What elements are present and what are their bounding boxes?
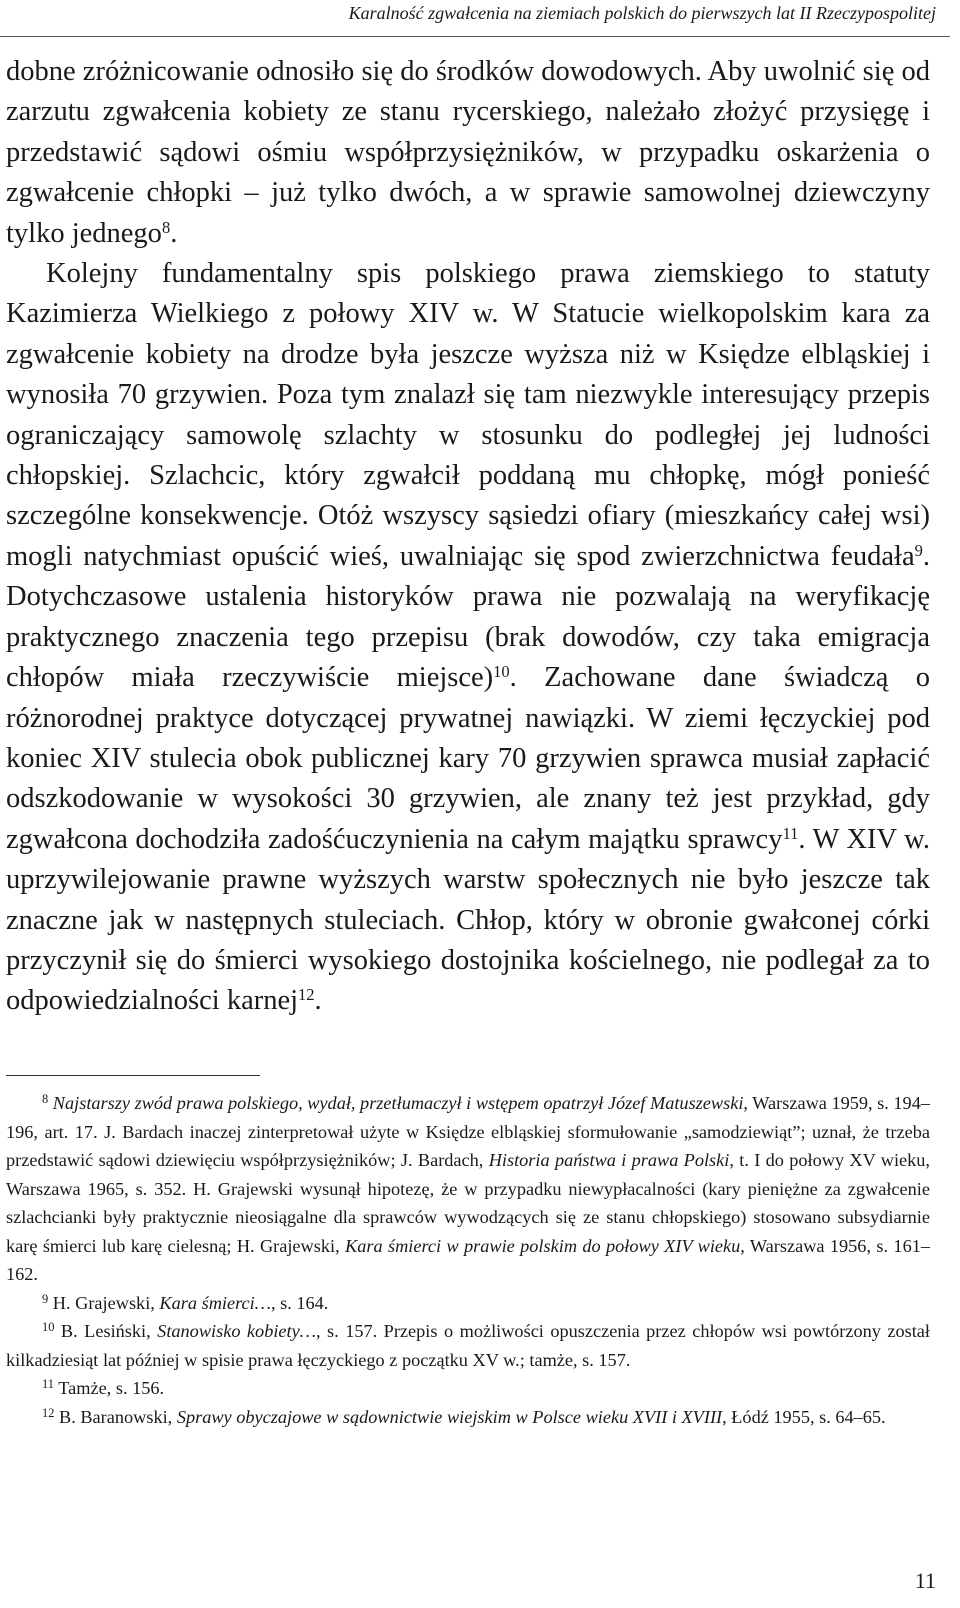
footnote-9-title: Kara śmierci… (159, 1292, 271, 1313)
footnote-ref-8[interactable]: 8 (161, 217, 171, 237)
footnote-12-text-1: B. Baranowski, (59, 1406, 177, 1427)
footnote-8-text-3: , Warszawa 1956, s. 161–162. (6, 1235, 930, 1284)
footnote-9-text-2: , s. 164. (270, 1292, 329, 1313)
footnote-12-title: Sprawy obyczajowe w sądownictwie wiejskim w Polsce wieku XVII i XVIII (176, 1406, 723, 1427)
paragraph-2-text-5: . (314, 985, 322, 1017)
footnote-10 (6, 1317, 930, 1374)
header-rule (0, 36, 950, 37)
footnote-11 (6, 1374, 930, 1403)
footnote-9 (6, 1289, 930, 1318)
footnote-8-title-3: Kara śmierci w prawie polskim do połowy XIV wieku (345, 1235, 741, 1256)
footnote-rule (6, 1075, 260, 1076)
footnote-12 (6, 1403, 930, 1432)
page-number: 11 (914, 1568, 936, 1593)
footnote-number-8: 8 (42, 1091, 49, 1106)
footnote-10-text-2: , s. 157. Przepis o możliwości opuszczenia przez chłopów wsi powtórzony został kilkadziesiąt lat później w spisie prawa łęczyckiego z początku XV w.; tamże, s. 157. (6, 1321, 930, 1370)
footnote-number-10: 10 (42, 1319, 55, 1334)
running-header: Karalność zgwałcenia na ziemiach polskich do pierwszych lat II Rzeczypospolitej (348, 3, 936, 23)
footnote-8-text-1: , Warszawa 1959, s. 194–196, art. 17. J. Bardach inaczej zinterpretował użyte w Księdze elbląskiej sformułowanie „samodziewiąt”; uznał, że trzeba przedstawić sądowi dziewięciu współprzysiężników; J. Bardach, (6, 1093, 930, 1170)
footnote-ref-9[interactable]: 9 (914, 540, 923, 560)
footnote-number-12: 12 (42, 1405, 55, 1420)
footnote-10-title: Stanowisko kobiety… (157, 1321, 316, 1341)
footnote-10-text-1: B. Lesiński, (60, 1321, 158, 1341)
footnote-ref-12[interactable]: 12 (298, 985, 315, 1005)
footnote-9-text-1: H. Grajewski, (52, 1292, 160, 1313)
paragraph-1-text: dobne zróżnicowanie odnosiło się do środków dowodowych. Aby uwolnić się od zarzutu zgwałcenia kobiety ze stanu rycerskiego, należało złożyć przysięgę i przedstawić sądowi ośmiu współprzysiężników, w przypadku oskarżenia o zgwałcenie chłopki – już tylko dwóch, a w sprawie samowolnej dziewczyny tylko jednego (6, 56, 930, 249)
footnote-8-text-2: , t. I do połowy XV wieku, Warszawa 1965, s. 352. H. Grajewski wysunął hipotezę, że w przypadku niewypłacalności (kary pieniężne za zgwałcenie szlachcianki były praktycznie nieosiągalne dla sprawców wywodzących się ze stanu chłopskiego) stosowano subsydiarnie karę śmierci lub karę cielesną; H. Grajewski, (6, 1150, 930, 1256)
paragraph-1-end: . (170, 217, 178, 249)
paragraph-2-text-2: . Dotychczasowe ustalenia historyków prawa nie pozwalają na weryfikację praktycznego znaczenia tego przepisu (brak dowodów, czy taka emigracja chłopów miała rzeczywiście miejsce) (6, 540, 930, 694)
footnote-8-title-2: Historia państwa i prawa Polski (488, 1150, 730, 1170)
footnote-ref-10[interactable]: 10 (493, 662, 510, 682)
paragraph-2 (6, 254, 930, 1022)
footnote-number-9: 9 (42, 1291, 49, 1306)
footnote-11-text: Tamże, s. 156. (58, 1378, 165, 1398)
footnote-8-title-1: Najstarszy zwód prawa polskiego, wydał, przetłumaczył i wstępem opatrzył Józef Matuszewski (52, 1093, 744, 1113)
footnote-number-11: 11 (42, 1376, 54, 1391)
paragraph-2-text-3: . Zachowane dane świadczą o różnorodnej praktyce dotyczącej prywatnej nawiązki. W ziemi łęczyckiej pod koniec XIV stulecia obok publicznej kary 70 grzywien sprawca musiał zapłacić odszkodowanie w wysokości 30 grzywien, ale znany też jest przykład, gdy zgwałcona dochodziła zadośćuczynienia na całym majątku sprawcy (6, 662, 930, 855)
footnote-12-text-2: , Łódź 1955, s. 64–65. (722, 1406, 886, 1427)
footnote-ref-11[interactable]: 11 (782, 823, 799, 843)
paragraph-2-text-4: . W XIV w. uprzywilejowanie prawne wyższych warstw społecznych nie było jeszcze tak znaczne jak w następnych stuleciach. Chłop, który w obronie gwałconej córki przyczynił się do śmierci wysokiego dostojnika kościelnego, nie podlegał za to odpowiedzialności karnej (6, 823, 930, 1017)
footnotes (6, 1089, 930, 1431)
paragraph-1 (6, 52, 930, 254)
footnote-8 (6, 1089, 930, 1289)
paragraph-2-text-1: Kolejny fundamentalny spis polskiego prawa ziemskiego to statuty Kazimierza Wielkiego z połowy XIV w. W Statucie wielkopolskim kara za zgwałcenie kobiety na drodze była jeszcze wyższa niż w Księdze elbląskiej i wynosiła 70 grzywien. Poza tym znalazł się tam niezwykle interesujący przepis ograniczający samowolę szlachty w stosunku do podległej jej ludności chłopskiej. Szlachcic, który zgwałcił poddaną mu chłopkę, mógł ponieść szczególne konsekwencje. Otóż wszyscy sąsiedzi ofiary (mieszkańcy całej wsi) mogli natychmiast opuścić wieś, uwalniając się spod zwierzchnictwa feudała (6, 258, 930, 572)
main-text (6, 52, 930, 1022)
